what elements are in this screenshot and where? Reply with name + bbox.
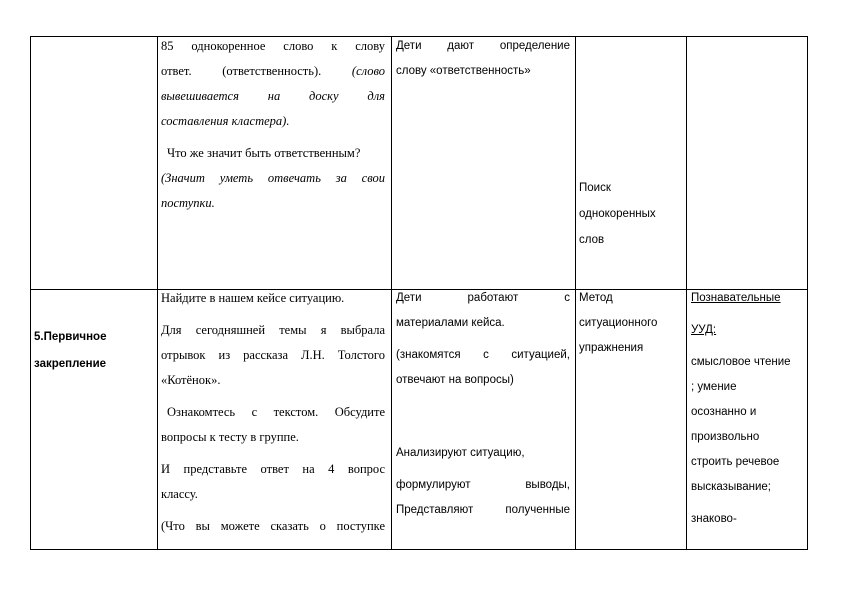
text-line: классу.	[161, 487, 198, 501]
text-line: формулируют выводы,	[396, 479, 570, 491]
text-line: ситуационного	[579, 317, 658, 329]
row1-children-cell	[396, 34, 570, 84]
text-line: высказывание;	[691, 481, 771, 493]
row1-teacher-cell	[161, 34, 385, 216]
lesson-table	[30, 36, 808, 550]
stage-title-line: 5.Первичное	[34, 331, 107, 343]
text-line: отрывок из рассказа Л.Н. Толстого	[161, 348, 385, 362]
column-divider	[157, 36, 158, 550]
text-line: Анализируют ситуацию,	[396, 447, 525, 459]
text-line: вывешивается на доску для	[161, 89, 385, 103]
table-border-right	[807, 36, 808, 550]
text-line: поступки.	[161, 196, 215, 210]
uud-title: Познавательные	[691, 292, 781, 304]
italic-fragment: (слово	[351, 64, 385, 78]
table-border-bottom	[30, 549, 808, 550]
text-line: Дети дают определение	[396, 40, 570, 52]
text-line: смысловое чтение	[691, 356, 791, 368]
text-line: «Котёнок».	[161, 373, 221, 387]
question-line: Что же значит быть ответственным?	[167, 146, 361, 160]
text-line: И представьте ответ на 4 вопрос	[161, 462, 385, 476]
text-line: (Что вы можете сказать о поступке	[161, 519, 385, 533]
text-line: вопросы к тесту в группе.	[161, 430, 299, 444]
text-line: Представляют полученные	[396, 504, 570, 516]
column-divider	[391, 36, 392, 550]
text-line: произвольно	[691, 431, 760, 443]
text-line: Найдите в нашем кейсе ситуацию.	[161, 291, 345, 305]
row2-children-cell	[396, 286, 570, 523]
text-line: (знакомятся с ситуацией,	[396, 349, 570, 361]
uud-subtitle: УУД:	[691, 324, 717, 336]
column-divider	[575, 36, 576, 550]
text-line: составления кластера).	[161, 114, 290, 128]
text-line: слов	[579, 234, 605, 246]
text-line: однокоренных	[579, 208, 656, 220]
row1-method-cell	[579, 175, 683, 253]
text-line	[161, 59, 385, 84]
text-line: слову «ответственность»	[396, 65, 531, 77]
text-line: Поиск	[579, 182, 611, 194]
row2-uud-cell	[691, 286, 803, 532]
text-line: осознанно и	[691, 406, 757, 418]
text-line: Метод	[579, 292, 613, 304]
text-line: 85 однокоренное слово к слову	[161, 39, 385, 53]
row2-method-cell	[579, 286, 683, 361]
text-line: материалами кейса.	[396, 317, 505, 329]
text-line: отвечают на вопросы)	[396, 374, 514, 386]
text-line: ; умение	[691, 381, 737, 393]
text-line: Для сегодняшней темы я выбрала	[161, 323, 385, 337]
text-fragment: ответ. (ответственность).	[161, 64, 322, 78]
text-line: упражнения	[579, 342, 644, 354]
text-line: строить речевое	[691, 456, 780, 468]
row2-teacher-cell	[161, 286, 385, 539]
text-line: (Значит уметь отвечать за свои	[161, 171, 385, 185]
stage-title-line: закрепление	[34, 358, 107, 370]
row2-stage-cell	[34, 324, 154, 378]
text-line: Дети работают с	[396, 292, 570, 304]
table-border-left	[30, 36, 31, 550]
text-line: Ознакомтесь с текстом. Обсудите	[167, 405, 385, 419]
column-divider	[686, 36, 687, 550]
text-line: знаково-	[691, 513, 737, 525]
